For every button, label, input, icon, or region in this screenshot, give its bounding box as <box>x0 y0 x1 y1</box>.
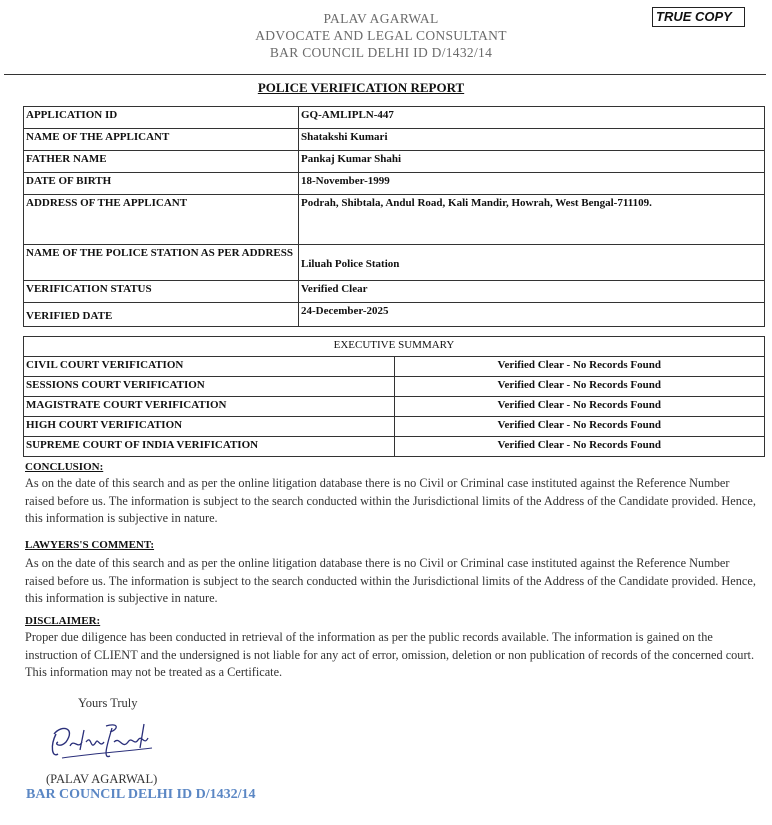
field-label: NAME OF THE POLICE STATION AS PER ADDRESS <box>24 245 299 281</box>
field-label: NAME OF THE APPLICANT <box>24 129 299 151</box>
court-result: Verified Clear - No Records Found <box>394 417 765 437</box>
field-value: 24-December-2025 <box>299 303 765 327</box>
footer-bar-council-id: BAR COUNCIL DELHI ID D/1432/14 <box>26 787 256 802</box>
table-row <box>24 303 765 327</box>
field-label: APPLICATION ID <box>24 107 299 129</box>
field-label: DATE OF BIRTH <box>24 173 299 195</box>
executive-summary-table <box>23 336 765 457</box>
table-row <box>24 129 765 151</box>
court-result: Verified Clear - No Records Found <box>394 377 765 397</box>
field-label: VERIFICATION STATUS <box>24 281 299 303</box>
table-header-row <box>24 337 765 357</box>
table-row <box>24 437 765 457</box>
court-label: MAGISTRATE COURT VERIFICATION <box>24 397 395 417</box>
court-result: Verified Clear - No Records Found <box>394 437 765 457</box>
field-value: Pankaj Kumar Shahi <box>299 151 765 173</box>
table-row <box>24 397 765 417</box>
applicant-details-table <box>23 106 765 327</box>
bar-council-id: BAR COUNCIL DELHI ID D/1432/14 <box>269 45 493 60</box>
table-row <box>24 377 765 397</box>
signature <box>48 720 158 766</box>
field-label: FATHER NAME <box>24 151 299 173</box>
table-row <box>24 357 765 377</box>
court-label: SUPREME COURT OF INDIA VERIFICATION <box>24 437 395 457</box>
report-title <box>0 80 722 96</box>
disclaimer-heading: DISCLAIMER: <box>25 615 101 627</box>
field-label: ADDRESS OF THE APPLICANT <box>24 195 299 245</box>
field-value: GQ-AMLIPLN-447 <box>299 107 765 129</box>
court-label: SESSIONS COURT VERIFICATION <box>24 377 395 397</box>
court-label: CIVIL COURT VERIFICATION <box>24 357 395 377</box>
field-value: 18-November-1999 <box>299 173 765 195</box>
signatory-name: (PALAV AGARWAL) <box>46 772 158 786</box>
field-value: Liluah Police Station <box>299 245 765 281</box>
table-row <box>24 195 765 245</box>
conclusion-heading: CONCLUSION: <box>25 461 104 473</box>
closing-salutation: Yours Truly <box>78 696 138 710</box>
lawyers-comment-heading: LAWYERS'S COMMENT: <box>25 539 155 551</box>
advocate-name: PALAV AGARWAL <box>323 11 439 26</box>
true-copy-stamp: TRUE COPY <box>652 7 745 27</box>
summary-heading: EXECUTIVE SUMMARY <box>24 337 765 357</box>
table-row <box>24 107 765 129</box>
table-row <box>24 173 765 195</box>
conclusion-text: As on the date of this search and as per the online litigation database there is no Civil or Criminal case instituted against the Reference Number raised before us. The information is subject to the search conducted within the Jurisdictional limits of the Address of the Candidate provided. Hence, this information is subjective in nature. <box>25 476 756 525</box>
court-result: Verified Clear - No Records Found <box>394 357 765 377</box>
table-row <box>24 281 765 303</box>
field-label: VERIFIED DATE <box>24 303 299 327</box>
court-label: HIGH COURT VERIFICATION <box>24 417 395 437</box>
table-row <box>24 151 765 173</box>
table-row <box>24 417 765 437</box>
advocate-title: ADVOCATE AND LEGAL CONSULTANT <box>255 28 507 43</box>
field-value: Verified Clear <box>299 281 765 303</box>
table-row <box>24 245 765 281</box>
field-value: Shatakshi Kumari <box>299 129 765 151</box>
disclaimer-text: Proper due diligence has been conducted in retrieval of the information as per the public records available. The information is gained on the instruction of CLIENT and the undersigned is not liable for any act of error, omission, deletion or non publication of records of the concerned court. This information may not be treated as a Certificate. <box>25 630 755 679</box>
field-value: Podrah, Shibtala, Andul Road, Kali Mandir, Howrah, West Bengal-711109. <box>299 195 765 245</box>
court-result: Verified Clear - No Records Found <box>394 397 765 417</box>
header-divider <box>4 74 766 75</box>
lawyers-comment-text: As on the date of this search and as per the online litigation database there is no Civil or Criminal case instituted against the Reference Number raised before us. The information is subject to the search conducted within the Jurisdictional limits of the Address of the Candidate provided. Hence, this information is subjective in nature. <box>25 556 756 605</box>
report-title-text: POLICE VERIFICATION REPORT <box>257 80 465 95</box>
